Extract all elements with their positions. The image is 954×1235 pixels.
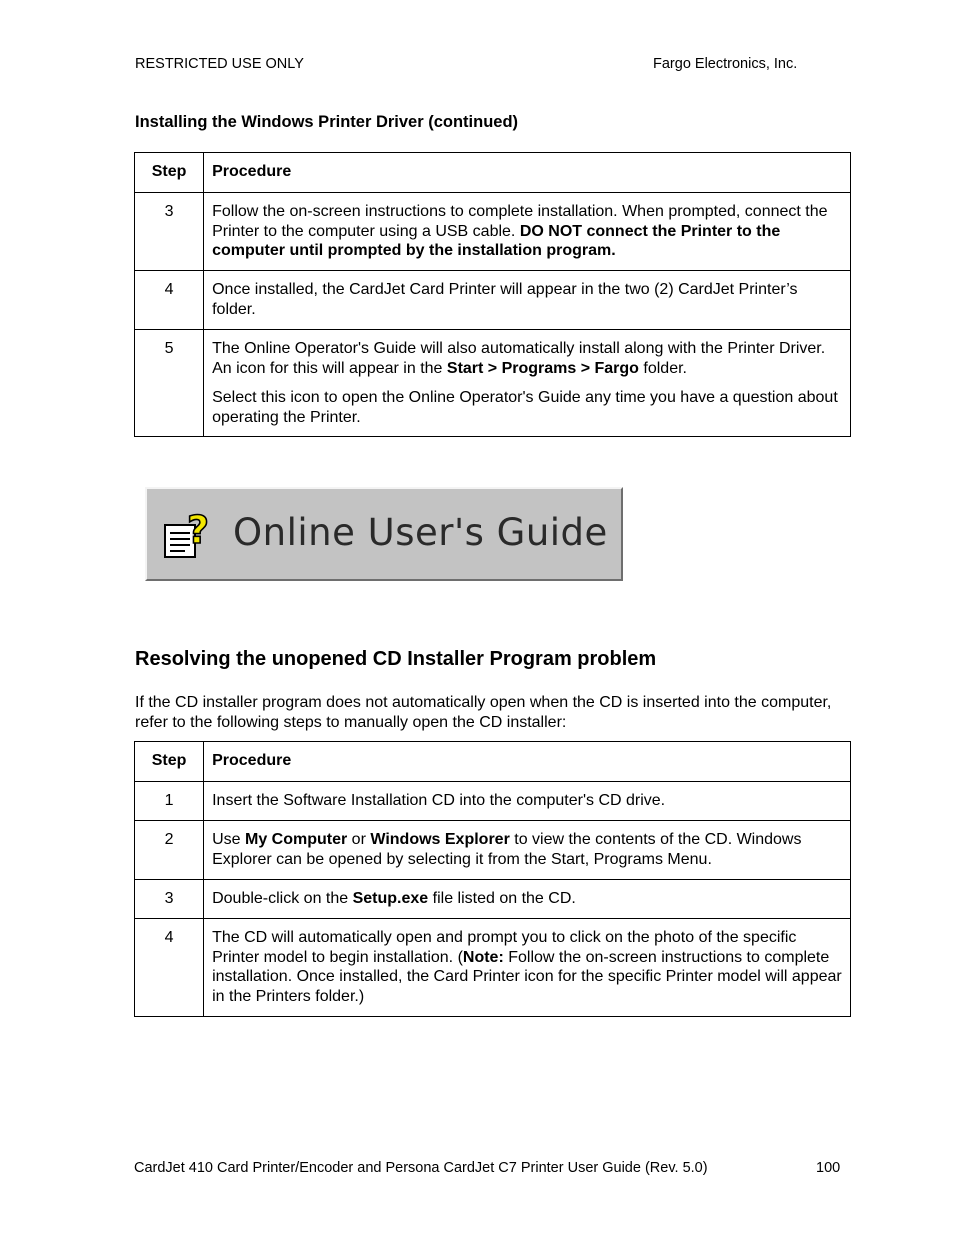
section2-intro: If the CD installer program does not automatically open when the CD is inserted into the computer, refer to the following steps to manually open the CD installer: [135,694,832,731]
procedure-text: Once installed, the CardJet Card Printer will appear in the two (2) CardJet Printer’s folder. [204,271,851,330]
table-row [135,821,851,880]
page-number: 100 [816,1160,841,1176]
step-number: 3 [135,880,204,919]
procedure-paragraph: Select this icon to open the Online Operator's Guide any time you have a question about operating the Printer. [212,389,838,426]
column-header-step: Step [135,742,204,782]
procedure-text: Follow the on-screen instructions to complete installation. When prompted, connect the Printer to the computer using a USB cable. DO NOT connect the Printer to the computer until prompted by the installation program. [204,193,851,271]
header-right: Fargo Electronics, Inc. [653,56,798,72]
svg-text:?: ? [187,509,210,552]
section1-title: Installing the Windows Printer Driver (continued) [135,113,519,131]
step-number: 5 [135,330,204,437]
section1-table [134,152,851,437]
procedure-text: Double-click on the Setup.exe file listed on the CD. [204,880,851,919]
procedure-text: Insert the Software Installation CD into the computer's CD drive. [204,782,851,821]
table-row [135,271,851,330]
table-row [135,919,851,1017]
table-row [135,880,851,919]
column-header-step: Step [135,153,204,193]
step-number: 4 [135,271,204,330]
table-row [135,782,851,821]
step-number: 2 [135,821,204,880]
column-header-procedure: Procedure [204,153,851,193]
procedure-text: The Online Operator's Guide will also automatically install along with the Printer Driver. An icon for this will appear in the Start > Programs > Fargo folder. Select this icon to open the Online Operator's Guide any time you have a question about operating the Printer. [204,330,851,437]
header-left: RESTRICTED USE ONLY [135,56,304,72]
section2-title: Resolving the unopened CD Installer Program problem [135,648,657,670]
step-number: 3 [135,193,204,271]
help-book-icon [161,509,215,561]
table-row [135,193,851,271]
step-number: 4 [135,919,204,1017]
step-number: 1 [135,782,204,821]
online-users-guide-button[interactable] [145,487,623,581]
procedure-text: The CD will automatically open and prompt you to click on the photo of the specific Printer model to begin installation. (Note: Follow the on-screen instructions to complete installation. Once installed, the Card Printer icon for the specific Printer model will appear in the Printers folder.) [204,919,851,1017]
procedure-text: Use My Computer or Windows Explorer to view the contents of the CD. Windows Explorer can be opened by selecting it from the Start, Programs Menu. [204,821,851,880]
table-row [135,330,851,437]
section2-table [134,741,851,1017]
guide-button-label: Online User's Guide [233,511,608,554]
column-header-procedure: Procedure [204,742,851,782]
footer-title: CardJet 410 Card Printer/Encoder and Persona CardJet C7 Printer User Guide (Rev. 5.0) [134,1160,708,1176]
